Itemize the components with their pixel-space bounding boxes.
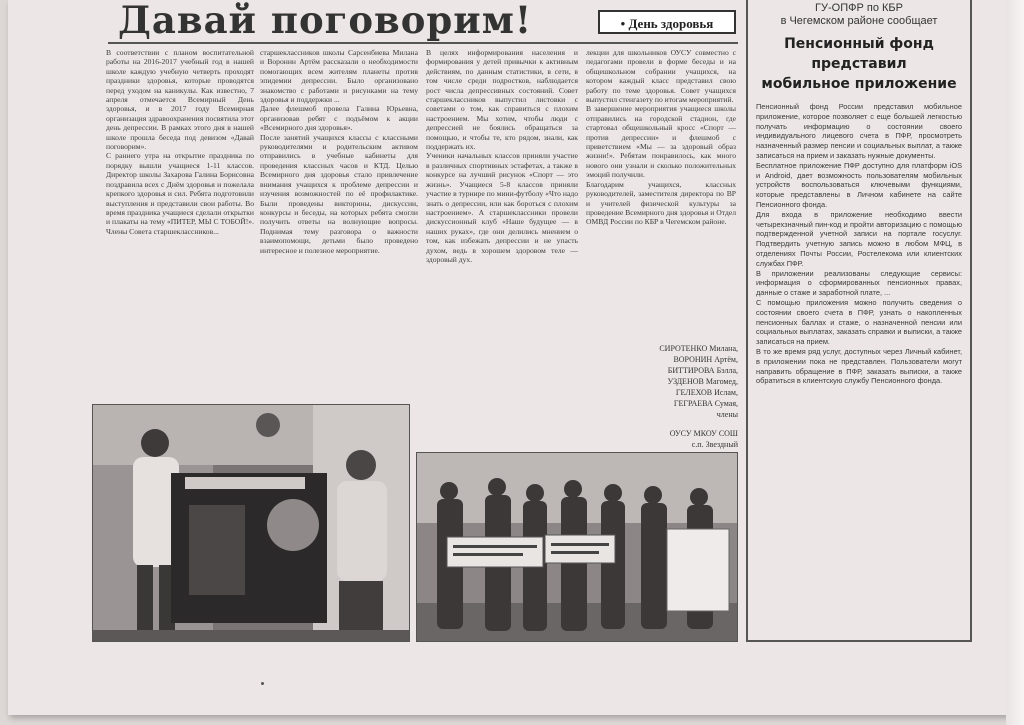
sidebar-title-line: Пенсионный фонд [784, 36, 934, 52]
page-headline: Давай поговорим! [118, 0, 533, 42]
author-name: ВОРОНИН Артём, [673, 355, 738, 364]
photo-students-banners [416, 452, 738, 642]
author-name: БИТТИРОВА Бэлла, [667, 366, 738, 375]
author-place: с.п. Звездный [691, 440, 738, 449]
sidebar-title-line: представил [811, 56, 907, 72]
newspaper-page [8, 0, 1008, 715]
page-edge [1006, 0, 1024, 725]
sidebar-title [748, 34, 970, 94]
photo-students-banners-image [417, 453, 737, 641]
author-name: ГЕЛЕХОВ Ислам, [675, 388, 738, 397]
headline-rule [108, 42, 738, 44]
author-name: СИРОТЕНКО Милана, [659, 344, 738, 353]
sidebar-body-text: Пенсионный фонд России представил мобильное приложение, которое позволяет с еще большей легкостью получать информацию о состоянии своего индивидуального лицевого счета в ПФР, просмотреть назначенный размер пенсии и социальных выплат, а также записаться на прием и заказать нужные документы. Бесплатное приложение ПФР доступно для платформ iOS и Android, дает возможность пользователям мобильных устройств воспользоваться ключевыми функциями, которые представлены в Личном кабинете на сайте Пенсионного фонда. Для входа в приложение необходимо ввести четырехзначный пин-код и пройти авторизацию с помощью подтвержденной учетной записи на портале госуслуг. Подтвердить учетную запись можно в любом МФЦ, в отделениях Почты России, Ростелекома или клиентских службах ПФР. В приложении реализованы следующие сервисы: информация о сформированных пенсионных правах, данные о стаже и заработной плате, ... С помощью приложения можно получить сведения о состоянии своего счета в ПФР, узнать о накопленных пенсионных баллах и стаже, о назначенной пенсии или социальных выплатах, заказать справки и выписки, а также записаться на прием. В то же время ряд услуг, доступных через Личный кабинет, в приложении пока не представлен. Пользователи могут направить обращение в ПФР, заказать выписки, а также обратиться в клиентскую службу Пенсионного фонда. [756, 102, 962, 386]
author-organization: ОУСУ МКОУ СОШ [669, 429, 738, 438]
pension-fund-sidebar [746, 0, 972, 642]
article-column-4: лекции для школьников ОУСУ совместно с педагогами провели в форме беседы и на общешкольном собрании учащихся, на котором каждый класс представил свою работу по теме здоровья. Совет учащихся выпустил стенгазету по итогам мероприятий. В завершение мероприятия учащиеся школы отправились на городской стадион, где стартовал общешкольный кросс «Спорт — против депрессии» и флешмоб с приветствием «Мы — за здоровый образ жизни!». Ребятам понравилось, как много нового они узнали и сколько положительных эмоций получили. Благодарим учащихся, классных руководителей, заместителя директора по ВР и учителей физической культуры за проведение Всемирного дня здоровья и Отдел ОМВД России по КБР в Чегемском районе. [586, 48, 736, 227]
sidebar-source-line: в Чегемском районе сообщает [780, 15, 938, 27]
article-column-1: В соответствии с планом воспитательной работы на 2016-2017 учебный год в нашей школе каждую учебную четверть проходят праздники здоровья, которые проводятся перед уходом на каникулы. Как известно, 7 апреля отмечается Всемирный День здоровья, и в 2017 году Всемирная организация здравоохранения посвятила этот день депрессии. В рамках этого дня в нашей школе прошла беседа под девизом «Давай поговорим». С раннего утра на открытие праздника по порядку вышли учащиеся 1-11 классов. Директор школы Захарова Галина Борисовна поздравила всех с Днём здоровья и пожелала крепкого здоровья и сил. Ребята подготовили выступления и представили свои работы. Во время праздника учащиеся сделали открытки и плакаты на тему «ПИТЕР, МЫ С ТОБОЙ!». Члены Совета старшеклассников... [106, 48, 254, 236]
author-name: ГЕГРАЕВА Сумая, [673, 399, 738, 408]
article-column-3: В целях информирования населения и формирования у детей привычки к активным действиям, по данным статистики, в сети, в том числе среди подростков, наблюдается рост числа депрессивных состояний. Совет старшеклассников выпустил листовки с советами о том, как справиться с плохим настроением. Мы хотим, чтобы люди с депрессией не боялись обращаться за помощью, и чтобы те, кто рядом, знали, как поддержать их. Ученики начальных классов приняли участие в различных спортивных эстафетах, а также в конкурсе на лучший рисунок «Спорт — это жизнь». Учащиеся 5-8 классов приняли участие в турнире по мини-футболу «Что надо знать о депрессии, или как бороться с плохим настроением». А старшеклассники провели дискуссионный клуб «Наше будущее — в наших руках», где они делились мнением о том, как избежать депрессии и не упасть духом, ведь в хорошем здоровом теле — здоровый дух. [426, 48, 578, 264]
author-signature [598, 343, 738, 450]
author-role: члены [716, 410, 738, 419]
sidebar-title-line: мобильное приложение [761, 76, 957, 92]
sidebar-source [748, 0, 970, 28]
photo-students-poster [92, 404, 410, 642]
print-speck [261, 682, 264, 685]
sidebar-source-line: ГУ-ОПФР по КБР [815, 2, 903, 14]
section-rubric: • День здоровья [598, 10, 736, 34]
article-column-2: старшеклассников школы Сарсенбиева Милана и Воронин Артём рассказали о необходимости помогающих всем жителям планеты против эпидемии депрессии. Было организовано знакомство с работами и рисунками на тему здоровья и поддержки ... Далее флешмоб провела Галина Юрьевна, организовав ребят с подъёмом к акции «Всемирного дня здоровья». После занятий учащихся классы с классными руководителями и родительским активом отправились в учебные кабинеты для проведения классных часов и КТД. Целью Всемирного дня здоровья стало привлечение внимания учащихся к проблеме депрессии и изучения возможностей по её профилактике. Были проведены викторины, дискуссии, конкурсы и беседы, на которых ребята смогли получить ответы на волнующие вопросы. Поднимая тему разговора о важности взаимопомощи, детьми было проведено интересное и полезное мероприятие. [260, 48, 418, 255]
photo-students-poster-image [93, 405, 409, 641]
author-name: УЗДЕНОВ Магомед, [667, 377, 738, 386]
